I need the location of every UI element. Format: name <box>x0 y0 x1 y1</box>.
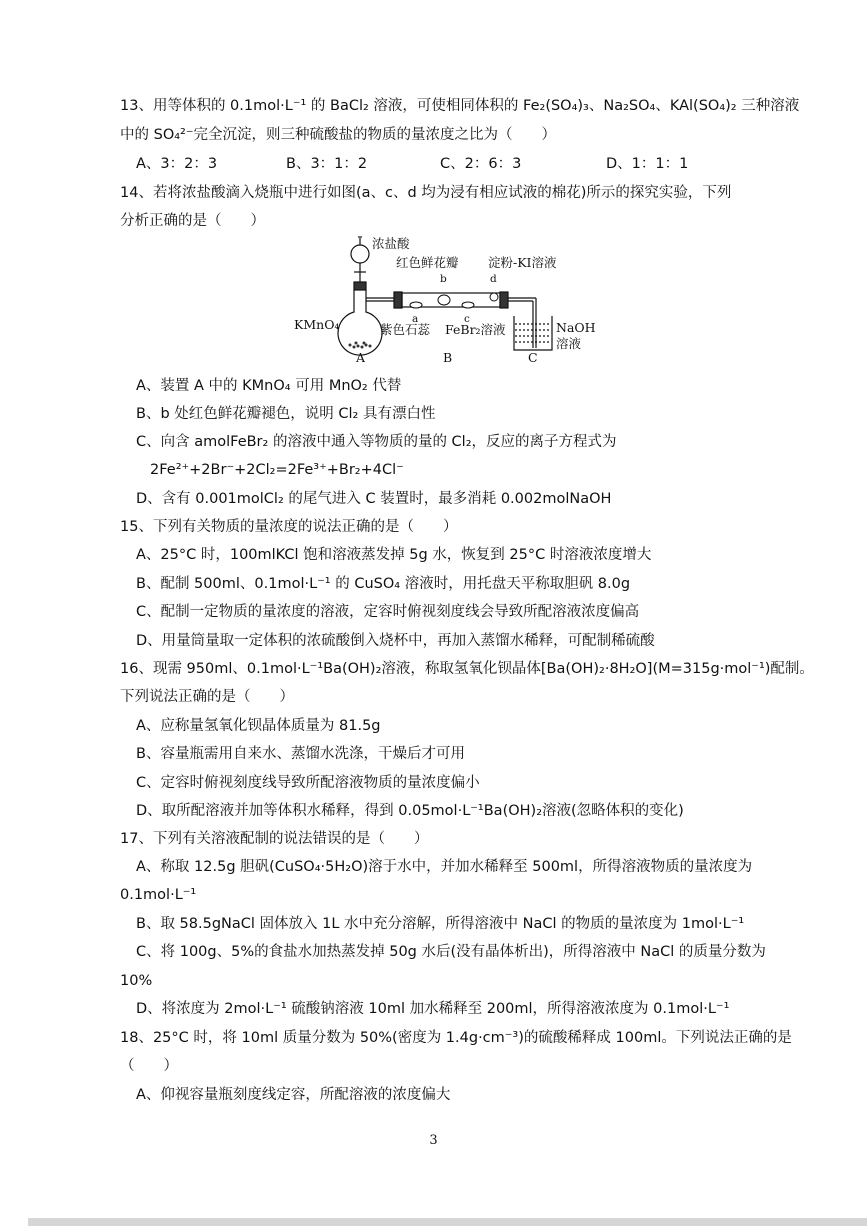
label-febr2: FeBr₂溶液 <box>445 322 506 337</box>
q18-stem-line2: （ ） <box>120 1058 178 1074</box>
q17-option-b: B、取 58.5gNaCl 固体放入 1L 水中充分溶解，所得溶液中 NaCl 的物质的量浓度为 1mol·L⁻¹ <box>136 916 745 932</box>
label-d: d <box>490 273 497 285</box>
cotton-d <box>490 293 498 301</box>
label-litmus: 紫色石蕊 <box>380 322 431 337</box>
label-b: b <box>440 273 447 285</box>
q13-options <box>136 154 696 174</box>
q17-option-d: D、将浓度为 2mol·L⁻¹ 硫酸钠溶液 10ml 加水稀释至 200ml，所得溶液浓度为 0.1mol·L⁻¹ <box>136 1001 730 1017</box>
q14-option-d: D、含有 0.001molCl₂ 的尾气进入 C 装置时，最多消耗 0.002molNaOH <box>136 491 612 507</box>
cotton-c <box>462 302 474 308</box>
q17-option-a-line2: 0.1mol·L⁻¹ <box>120 887 197 903</box>
label-device-b: B <box>443 350 453 365</box>
q14-apparatus-figure <box>290 232 610 367</box>
label-device-c: C <box>528 350 538 365</box>
label-a: a <box>412 313 419 325</box>
label-starch-ki: 淀粉-KI溶液 <box>488 255 557 270</box>
cotton-b <box>438 295 450 305</box>
cotton-a <box>410 302 422 308</box>
q16-option-b: B、容量瓶需用自来水、蒸馏水洗涤，干燥后才可用 <box>136 746 465 762</box>
label-naoh: NaOH <box>556 320 596 335</box>
q18-option-a: A、仰视容量瓶刻度线定容，所配溶液的浓度偏大 <box>136 1087 451 1103</box>
q16-option-c: C、定容时俯视刻度线导致所配溶液物质的量浓度偏小 <box>136 775 480 791</box>
bottom-scroll-edge <box>28 1218 867 1226</box>
q13-option-d: D、1：1：1 <box>606 156 689 172</box>
label-device-a: A <box>356 350 366 365</box>
q16-option-d: D、取所配溶液并加等体积水稀释，得到 0.05mol·L⁻¹Ba(OH)₂溶液(忽略体积的变化) <box>136 803 684 819</box>
label-kmno4: KMnO₄ <box>294 317 340 332</box>
q13-stem-line1: 13、用等体积的 0.1mol·L⁻¹ 的 BaCl₂ 溶液，可使相同体积的 Fe₂(SO₄)₃、Na₂SO₄、KAl(SO₄)₂ 三种溶液 <box>120 98 800 114</box>
q17-option-a-line1: A、称取 12.5g 胆矾(CuSO₄·5H₂O)溶于水中，并加水稀释至 500ml，所得溶液物质的量浓度为 <box>136 859 753 875</box>
kmno4-solid <box>349 342 372 349</box>
q15-option-d: D、用量筒量取一定体积的浓硫酸倒入烧杯中，再加入蒸馏水稀释，可配制稀硫酸 <box>136 633 655 649</box>
q16-option-a: A、应称量氢氧化钡晶体质量为 81.5g <box>136 718 381 734</box>
label-hcl: 浓盐酸 <box>372 236 410 251</box>
label-petal: 红色鲜花瓣 <box>396 255 459 270</box>
q13-option-b: B、3：1：2 <box>286 156 368 172</box>
q15-option-b: B、配制 500ml、0.1mol·L⁻¹ 的 CuSO₄ 溶液时，用托盘天平称取胆矾 8.0g <box>136 576 631 592</box>
q14-option-a: A、装置 A 中的 KMnO₄ 可用 MnO₂ 代替 <box>136 378 402 394</box>
q16-stem-line2: 下列说法正确的是（ ） <box>120 689 294 705</box>
q15-option-a: A、25°C 时，100mlKCl 饱和溶液蒸发掉 5g 水，恢复到 25°C 时溶液浓度增大 <box>136 547 652 563</box>
q14-option-c-line1: C、向含 amolFeBr₂ 的溶液中通入等物质的量的 Cl₂，反应的离子方程式为 <box>136 434 617 450</box>
q16-stem-line1: 16、现需 950ml、0.1mol·L⁻¹Ba(OH)₂溶液，称取氢氧化钡晶体[Ba(OH)₂·8H₂O](M=315g·mol⁻¹)配制。 <box>120 661 814 677</box>
label-naoh-solution: 溶液 <box>556 336 582 351</box>
q15-option-c: C、配制一定物质的量浓度的溶液，定容时俯视刻度线会导致所配溶液浓度偏高 <box>136 604 640 620</box>
q13-stem-line2: 中的 SO₄²⁻完全沉淀，则三种硫酸盐的物质的量浓度之比为（ ） <box>120 127 557 143</box>
q17-stem: 17、下列有关溶液配制的说法错误的是（ ） <box>120 831 429 847</box>
q17-option-c-line1: C、将 100g、5%的食盐水加热蒸发掉 50g 水后(没有晶体析出)，所得溶液中 NaCl 的质量分数为 <box>136 944 766 960</box>
cotton-pieces <box>410 293 498 308</box>
q17-option-c-line2: 10% <box>120 973 153 989</box>
label-c: c <box>464 313 470 325</box>
page-number: 3 <box>429 1133 438 1148</box>
separatory-funnel <box>351 237 369 284</box>
q14-option-b: B、b 处红色鲜花瓣褪色，说明 Cl₂ 具有漂白性 <box>136 406 436 422</box>
q14-option-c-equation: 2Fe²⁺+2Br⁻+2Cl₂=2Fe³⁺+Br₂+4Cl⁻ <box>150 462 404 478</box>
q13-option-a: A、3：2：3 <box>136 156 218 172</box>
q13-option-c: C、2：6：3 <box>440 156 522 172</box>
q18-stem-line1: 18、25°C 时，将 10ml 质量分数为 50%(密度为 1.4g·cm⁻³)的硫酸稀释成 100ml。下列说法正确的是 <box>120 1030 792 1046</box>
q15-stem: 15、下列有关物质的量浓度的说法正确的是（ ） <box>120 519 458 535</box>
q14-stem-line2: 分析正确的是（ ） <box>120 213 265 229</box>
q14-stem-line1: 14、若将浓盐酸滴入烧瓶中进行如图(a、c、d 均为浸有相应试液的棉花)所示的探究实验，下列 <box>120 185 732 201</box>
